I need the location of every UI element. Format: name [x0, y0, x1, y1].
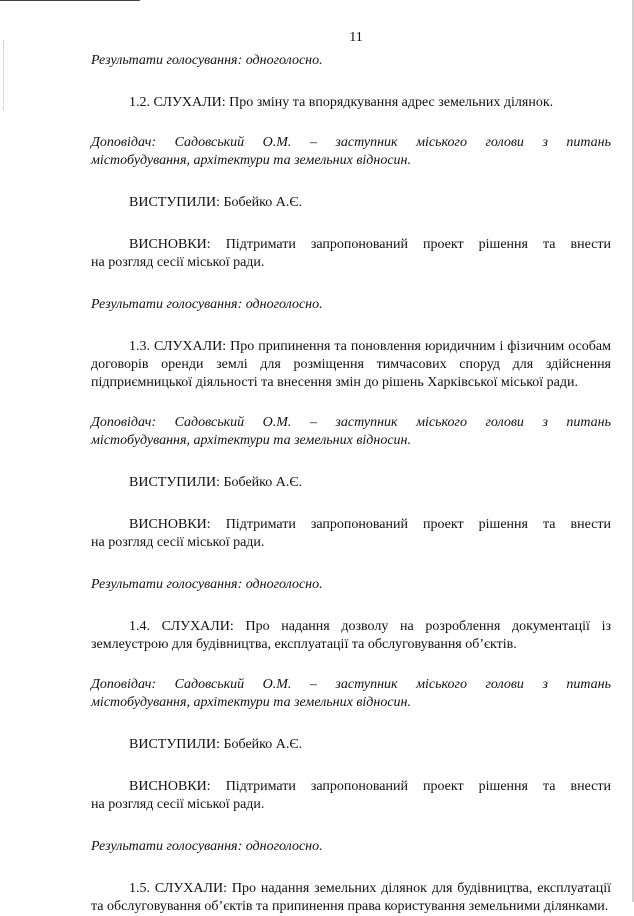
header-rule [0, 0, 140, 1]
speaker-1-4-line-1: Доповідач: Садовський О.М. – заступник міського голови з питань [91, 677, 611, 692]
speaker-1-2-line-2: містобудування, архітектури та земельних відносин. [91, 153, 411, 168]
conclusion-1-2-line-2: на розгляд сесії міської ради. [91, 255, 265, 270]
voting-result-1: Результати голосування: одноголосно. [91, 53, 323, 68]
speaker-1-3-line-1: Доповідач: Садовський О.М. – заступник міського голови з питань [91, 415, 611, 430]
conclusion-1-3-line-1: ВИСНОВКИ: Підтримати запропонований проект рішення та внести [129, 517, 611, 532]
conclusion-1-4-line-1: ВИСНОВКИ: Підтримати запропонований проект рішення та внести [129, 779, 611, 794]
spoke-1-3: ВИСТУПИЛИ: Бобейко А.Є. [129, 475, 303, 490]
page-number: 11 [349, 30, 363, 45]
heard-1-4: 1.4. СЛУХАЛИ: Про надання дозволу на розроблення документації із землеустрою для будівництва, експлуатації та обслуговування об’єктів. [91, 619, 611, 652]
document-body [91, 30, 611, 916]
conclusion-1-3-line-2: на розгляд сесії міської ради. [91, 535, 265, 550]
spoke-1-2: ВИСТУПИЛИ: Бобейко А.Є. [129, 195, 303, 210]
speaker-1-4-line-2: містобудування, архітектури та земельних відносин. [91, 695, 411, 710]
heard-1-3: 1.3. СЛУХАЛИ: Про припинення та поновлення юридичним і фізичним особам договорів оренди землі для розміщення тимчасових споруд для здійснення підприємницької діяльності та внесення змін до рішень Харківської міської ради. [91, 339, 611, 390]
voting-result-4: Результати голосування: одноголосно. [91, 839, 323, 854]
conclusion-1-2-line-1: ВИСНОВКИ: Підтримати запропонований проект рішення та внести [129, 237, 611, 252]
speaker-1-2-line-1: Доповідач: Садовський О.М. – заступник міського голови з питань [91, 135, 611, 150]
conclusion-1-4-line-2: на розгляд сесії міської ради. [91, 797, 265, 812]
heard-1-2: 1.2. СЛУХАЛИ: Про зміну та впорядкування адрес земельних ділянок. [129, 95, 554, 110]
voting-result-2: Результати голосування: одноголосно. [91, 297, 323, 312]
margin-marks [3, 40, 5, 110]
voting-result-3: Результати голосування: одноголосно. [91, 577, 323, 592]
heard-1-5: 1.5. СЛУХАЛИ: Про надання земельних ділянок для будівництва, експлуатації та обслуговування об’єктів та припинення права користування земельними ділянками. [91, 881, 611, 914]
speaker-1-3-line-2: містобудування, архітектури та земельних відносин. [91, 433, 411, 448]
spoke-1-4: ВИСТУПИЛИ: Бобейко А.Є. [129, 737, 303, 752]
